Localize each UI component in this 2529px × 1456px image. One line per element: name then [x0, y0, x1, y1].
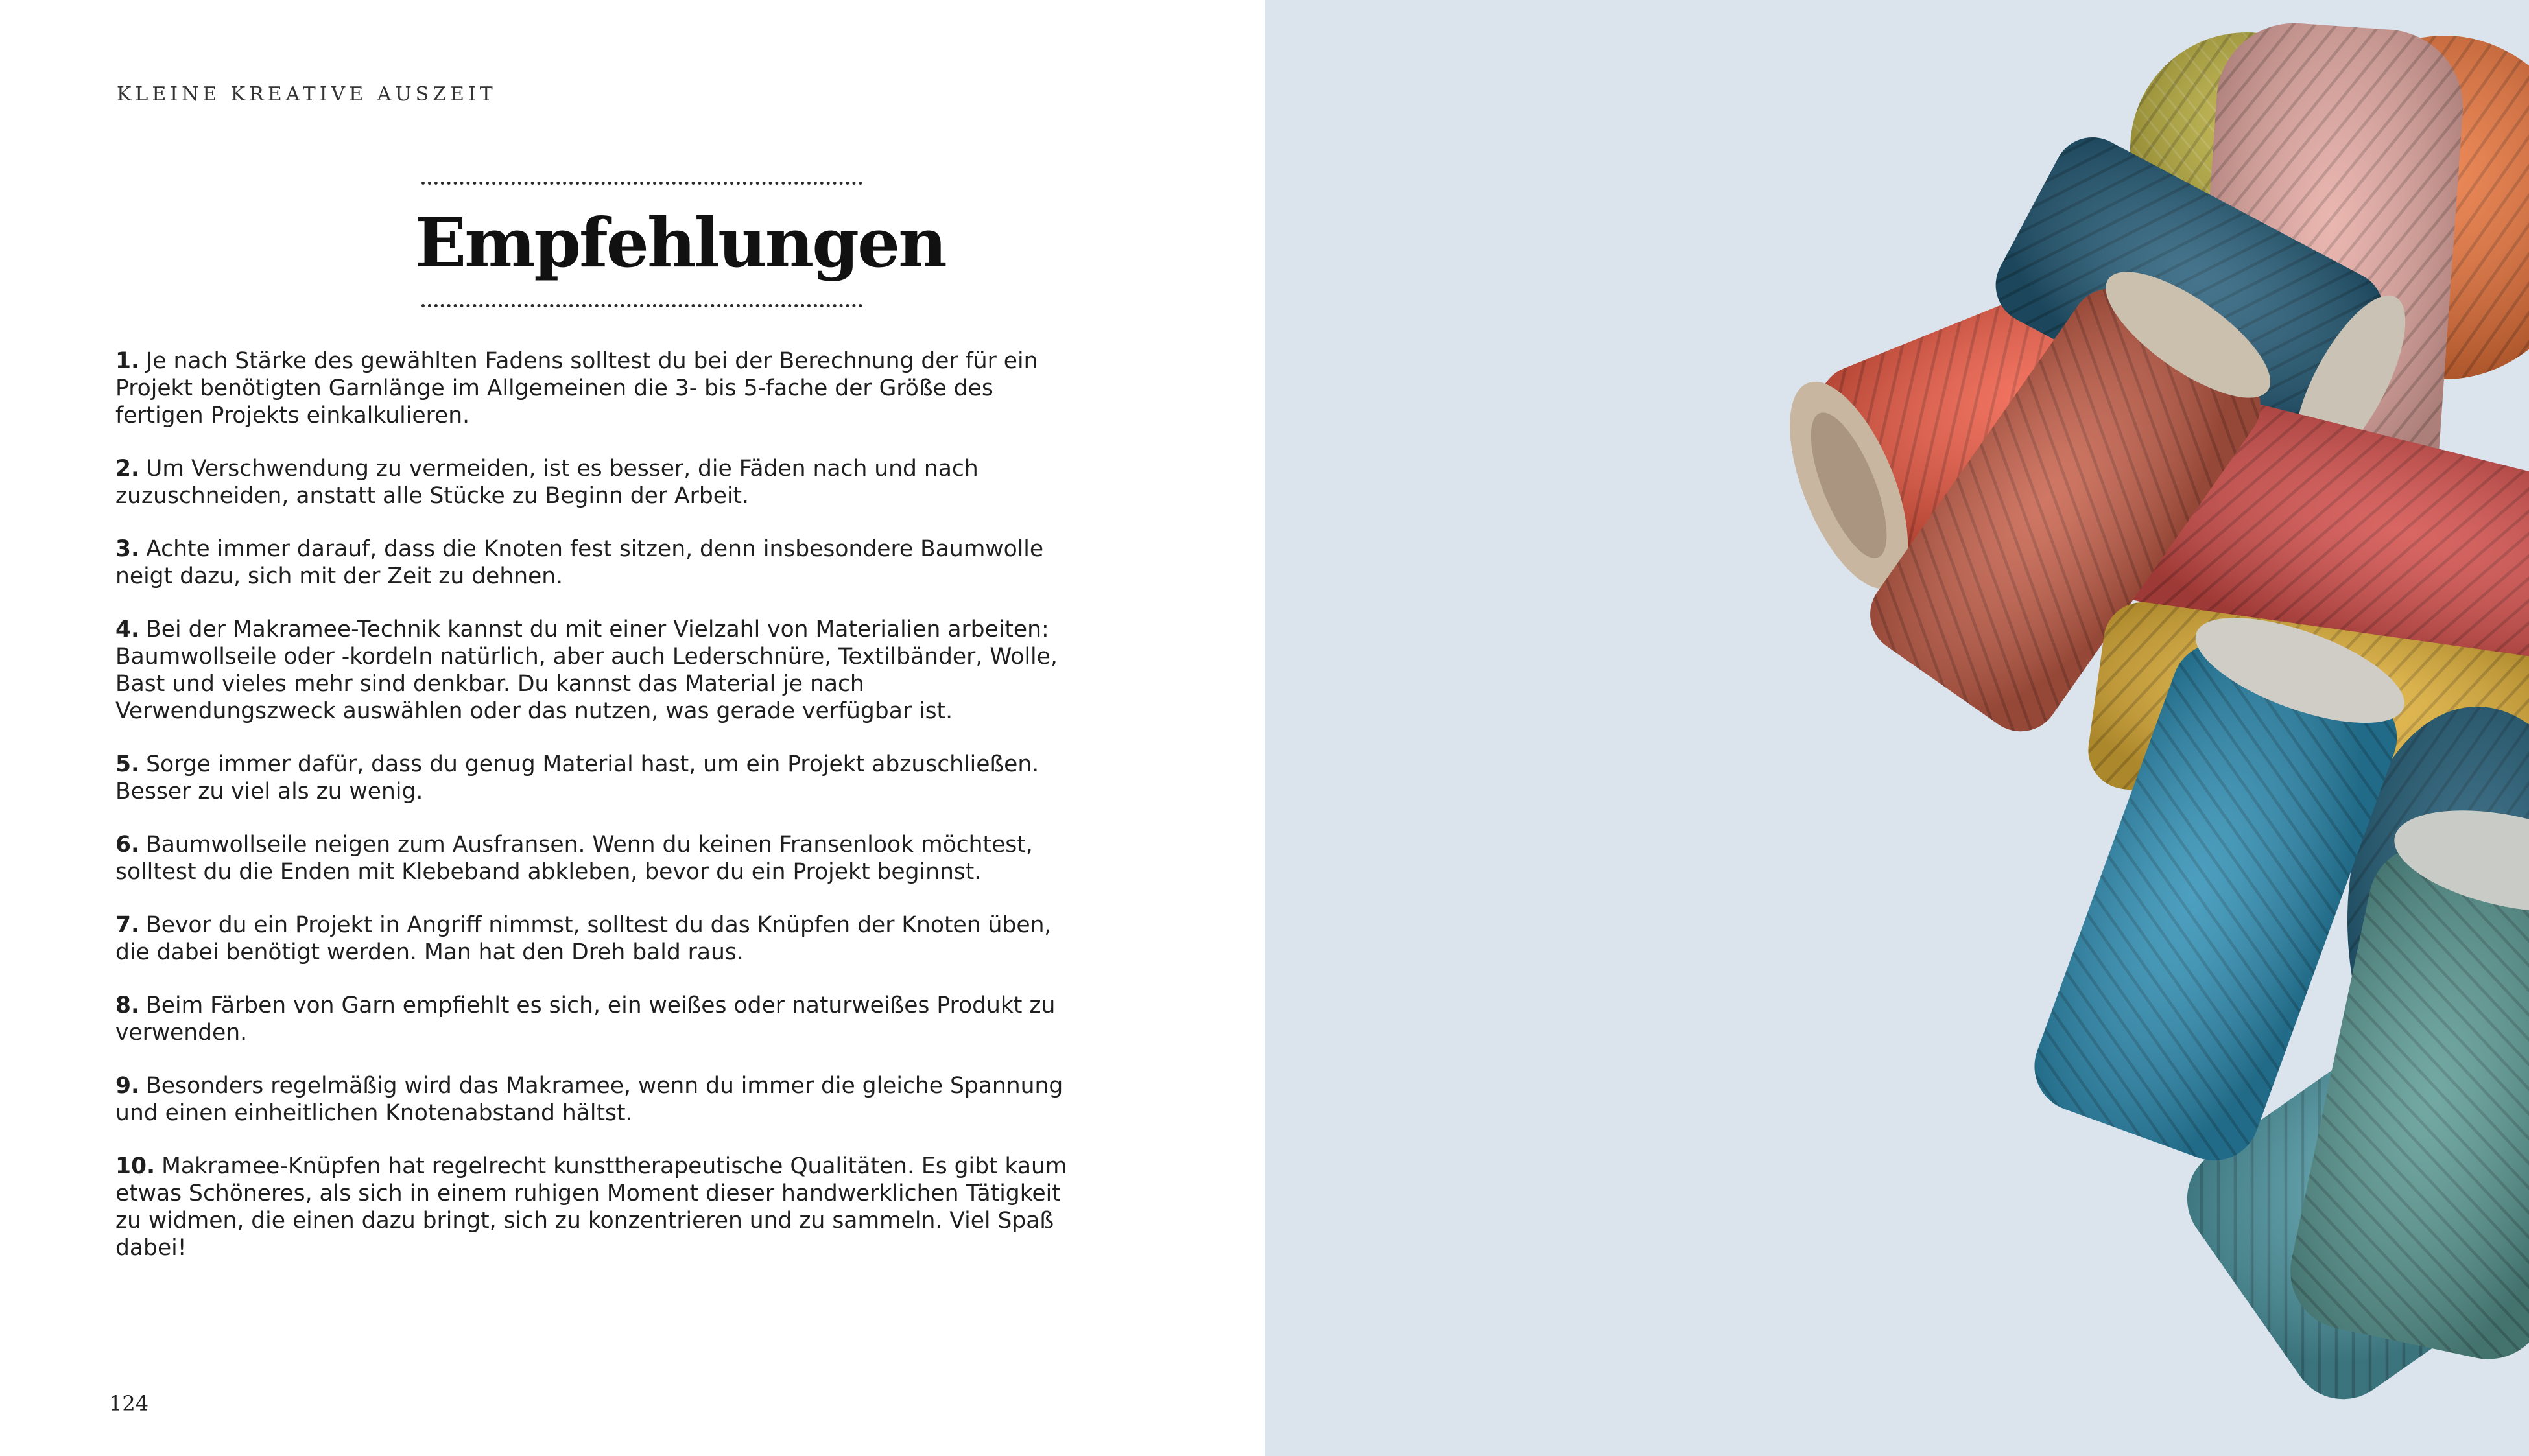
list-item	[115, 1153, 1075, 1262]
item-text: Bei der Makramee-Technik kannst du mit einer Vielzahl von Materialien arbeiten: Baumwollseile oder -kordeln natürlich, aber auch Lederschnüre, Textilbänder, Wolle, Bast und vieles mehr sind denkbar. Du kannst das Material je nach Verwendungszweck auswählen oder das nutzen, was gerade verfügbar ist.	[115, 616, 1058, 724]
dotted-rule-bottom	[422, 304, 862, 307]
item-text: Beim Färben von Garn empfiehlt es sich, ein weißes oder naturweißes Produkt zu verwenden.	[115, 992, 1056, 1046]
yarn-spools-photo	[1264, 0, 2529, 1456]
item-number: 8.	[115, 992, 140, 1018]
item-number: 2.	[115, 456, 140, 482]
recommendation-list	[115, 347, 1075, 1287]
running-head: KLEINE KREATIVE AUSZEIT	[117, 83, 497, 106]
item-text: Sorge immer dafür, dass du genug Material hast, um ein Projekt abzuschließen. Besser zu viel als zu wenig.	[115, 751, 1039, 804]
list-item	[115, 992, 1075, 1046]
list-item	[115, 831, 1075, 886]
left-page	[0, 0, 1264, 1456]
item-text: Je nach Stärke des gewählten Fadens solltest du bei der Berechnung der für ein Projekt benötigten Garnlänge im Allgemeinen die 3- bis 5-fache der Größe des fertigen Projekts einkalkulieren.	[115, 348, 1038, 429]
page-number: 124	[109, 1391, 149, 1416]
item-number: 5.	[115, 751, 140, 777]
list-item	[115, 751, 1075, 805]
dotted-rule-top	[422, 182, 862, 185]
list-item	[115, 455, 1075, 510]
list-item	[115, 1072, 1075, 1127]
item-number: 3.	[115, 536, 140, 562]
yarn-illustration	[1264, 0, 2529, 1456]
page-title: Empfehlungen	[415, 203, 945, 283]
item-text: Baumwollseile neigen zum Ausfransen. Wenn du keinen Fransenlook möchtest, solltest du die Enden mit Klebeband abkleben, bevor du ein Projekt beginnst.	[115, 832, 1033, 885]
list-item	[115, 616, 1075, 725]
item-number: 4.	[115, 616, 140, 642]
item-number: 1.	[115, 348, 140, 374]
title-block	[415, 182, 945, 307]
item-text: Besonders regelmäßig wird das Makramee, wenn du immer die gleiche Spannung und einen einheitlichen Knotenabstand hältst.	[115, 1073, 1063, 1126]
list-item	[115, 911, 1075, 966]
item-text: Um Verschwendung zu vermeiden, ist es besser, die Fäden nach und nach zuzuschneiden, anstatt alle Stücke zu Beginn der Arbeit.	[115, 456, 979, 509]
list-item	[115, 347, 1075, 429]
list-item	[115, 535, 1075, 590]
item-number: 9.	[115, 1073, 140, 1099]
item-number: 10.	[115, 1153, 156, 1179]
item-text: Makramee-Knüpfen hat regelrecht kunsttherapeutische Qualitäten. Es gibt kaum etwas Schöneres, als sich in einem ruhigen Moment dieser handwerklichen Tätigkeit zu widmen, die einen dazu bringt, sich zu konzentrieren und zu sammeln. Viel Spaß dabei!	[115, 1153, 1067, 1261]
item-number: 6.	[115, 832, 140, 858]
item-text: Achte immer darauf, dass die Knoten fest sitzen, denn insbesondere Baumwolle neigt dazu, sich mit der Zeit zu dehnen.	[115, 536, 1044, 589]
item-number: 7.	[115, 912, 140, 938]
item-text: Bevor du ein Projekt in Angriff nimmst, solltest du das Knüpfen der Knoten üben, die dabei benötigt werden. Man hat den Dreh bald raus.	[115, 912, 1052, 965]
